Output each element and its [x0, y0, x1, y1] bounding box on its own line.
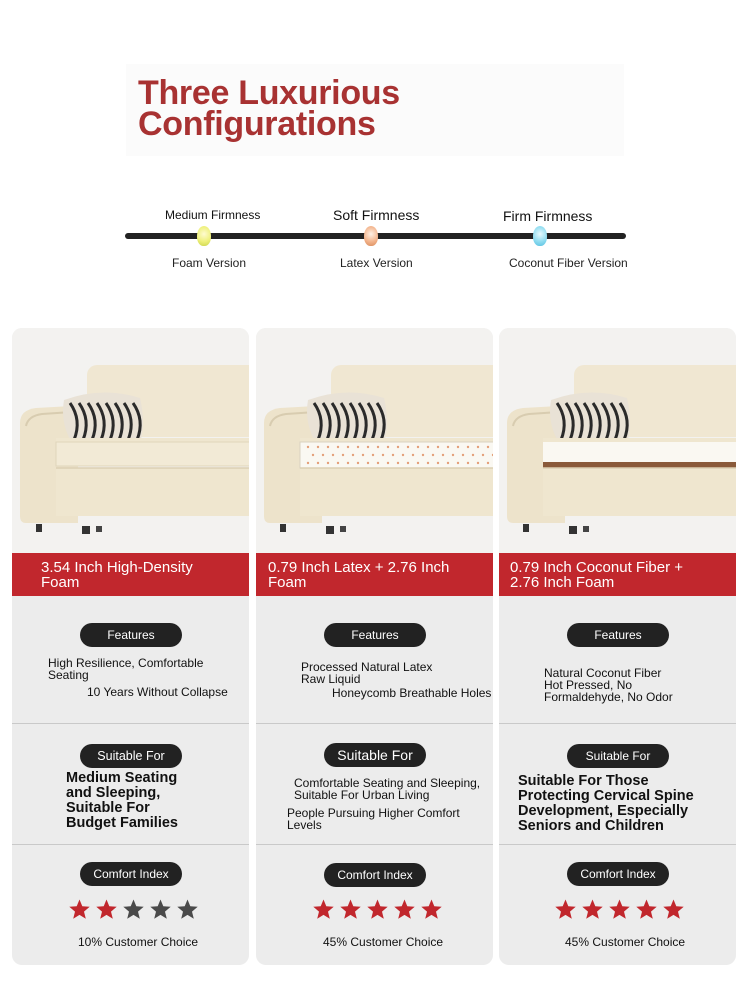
- comfort-stars: [68, 898, 199, 922]
- comfort-stars: [312, 898, 443, 922]
- banner-line: 0.79 Inch Latex + 2.76 Inch: [268, 559, 450, 576]
- comfort-stars: [554, 898, 685, 922]
- foam-marker-icon: [197, 226, 211, 246]
- feature-text: Natural Coconut Fiber Hot Pressed, No Formaldehyde, No Odor: [544, 666, 673, 704]
- banner-line: 2.76 Inch Foam: [510, 574, 615, 591]
- features-badge: Features: [324, 623, 426, 647]
- star-empty-icon: [122, 898, 145, 922]
- star-filled-icon: [608, 898, 631, 922]
- feature-text: Honeycomb Breathable Holes: [332, 686, 492, 700]
- star-filled-icon: [662, 898, 685, 922]
- coconut-marker-icon: [533, 226, 547, 246]
- firmness-label-medium: Medium Firmness: [165, 208, 261, 222]
- feature-text: Processed Natural Latex Raw Liquid: [301, 660, 433, 686]
- section-divider: [256, 723, 493, 724]
- customer-choice: 45% Customer Choice: [323, 935, 444, 949]
- star-filled-icon: [339, 898, 362, 922]
- suitable-text: Suitable For Those Protecting Cervical Spine Development, Especially Seniors and Children: [518, 773, 694, 834]
- suitable-badge: Suitable For: [80, 744, 182, 768]
- firmness-label-firm: Firm Firmness: [503, 208, 593, 224]
- banner-line: Foam: [41, 574, 80, 591]
- comfort-badge: Comfort Index: [567, 862, 669, 886]
- suitable-badge: Suitable For: [567, 744, 669, 768]
- config-card-coconut[interactable]: [499, 328, 736, 965]
- comfort-badge: Comfort Index: [80, 862, 182, 886]
- section-divider: [499, 844, 736, 845]
- section-divider: [12, 844, 249, 845]
- features-badge: Features: [567, 623, 669, 647]
- comfort-badge: Comfort Index: [324, 863, 426, 887]
- banner-line: 3.54 Inch High-Density: [41, 559, 193, 576]
- suitable-text: Medium Seating and Sleeping, Suitable For Budget Families: [66, 770, 178, 831]
- banner-line: Foam: [268, 574, 307, 591]
- feature-text: 10 Years Without Collapse: [87, 685, 228, 699]
- config-banner: [499, 553, 736, 596]
- section-divider: [499, 723, 736, 724]
- banner-line: 0.79 Inch Coconut Fiber +: [510, 559, 684, 576]
- star-empty-icon: [176, 898, 199, 922]
- section-divider: [256, 844, 493, 845]
- config-card-latex[interactable]: [256, 328, 493, 965]
- section-divider: [12, 723, 249, 724]
- star-filled-icon: [68, 898, 91, 922]
- feature-text: High Resilience, Comfortable Seating: [48, 656, 204, 682]
- star-filled-icon: [95, 898, 118, 922]
- suitable-badge: Suitable For: [324, 743, 426, 767]
- star-filled-icon: [420, 898, 443, 922]
- suitable-text: People Pursuing Higher Comfort Levels: [287, 806, 460, 832]
- sofa-image-latex: [256, 328, 493, 553]
- latex-marker-icon: [364, 226, 378, 246]
- star-filled-icon: [635, 898, 658, 922]
- star-filled-icon: [554, 898, 577, 922]
- star-filled-icon: [366, 898, 389, 922]
- star-empty-icon: [149, 898, 172, 922]
- star-filled-icon: [312, 898, 335, 922]
- sofa-image-coconut: [499, 328, 736, 553]
- star-filled-icon: [393, 898, 416, 922]
- customer-choice: 45% Customer Choice: [565, 935, 686, 949]
- star-filled-icon: [581, 898, 604, 922]
- page-title: Three Luxurious Configurations: [138, 74, 400, 143]
- features-badge: Features: [80, 623, 182, 647]
- config-banner: [12, 553, 249, 596]
- config-card-foam[interactable]: [12, 328, 249, 965]
- suitable-text: Comfortable Seating and Sleeping, Suitable For Urban Living: [294, 776, 481, 802]
- sofa-image-foam: [12, 328, 249, 553]
- version-label-latex: Latex Version: [340, 256, 413, 270]
- version-label-coconut: Coconut Fiber Version: [509, 256, 628, 270]
- firmness-label-soft: Soft Firmness: [333, 207, 420, 223]
- customer-choice: 10% Customer Choice: [78, 935, 199, 949]
- config-banner: [256, 553, 493, 596]
- version-label-foam: Foam Version: [172, 256, 247, 270]
